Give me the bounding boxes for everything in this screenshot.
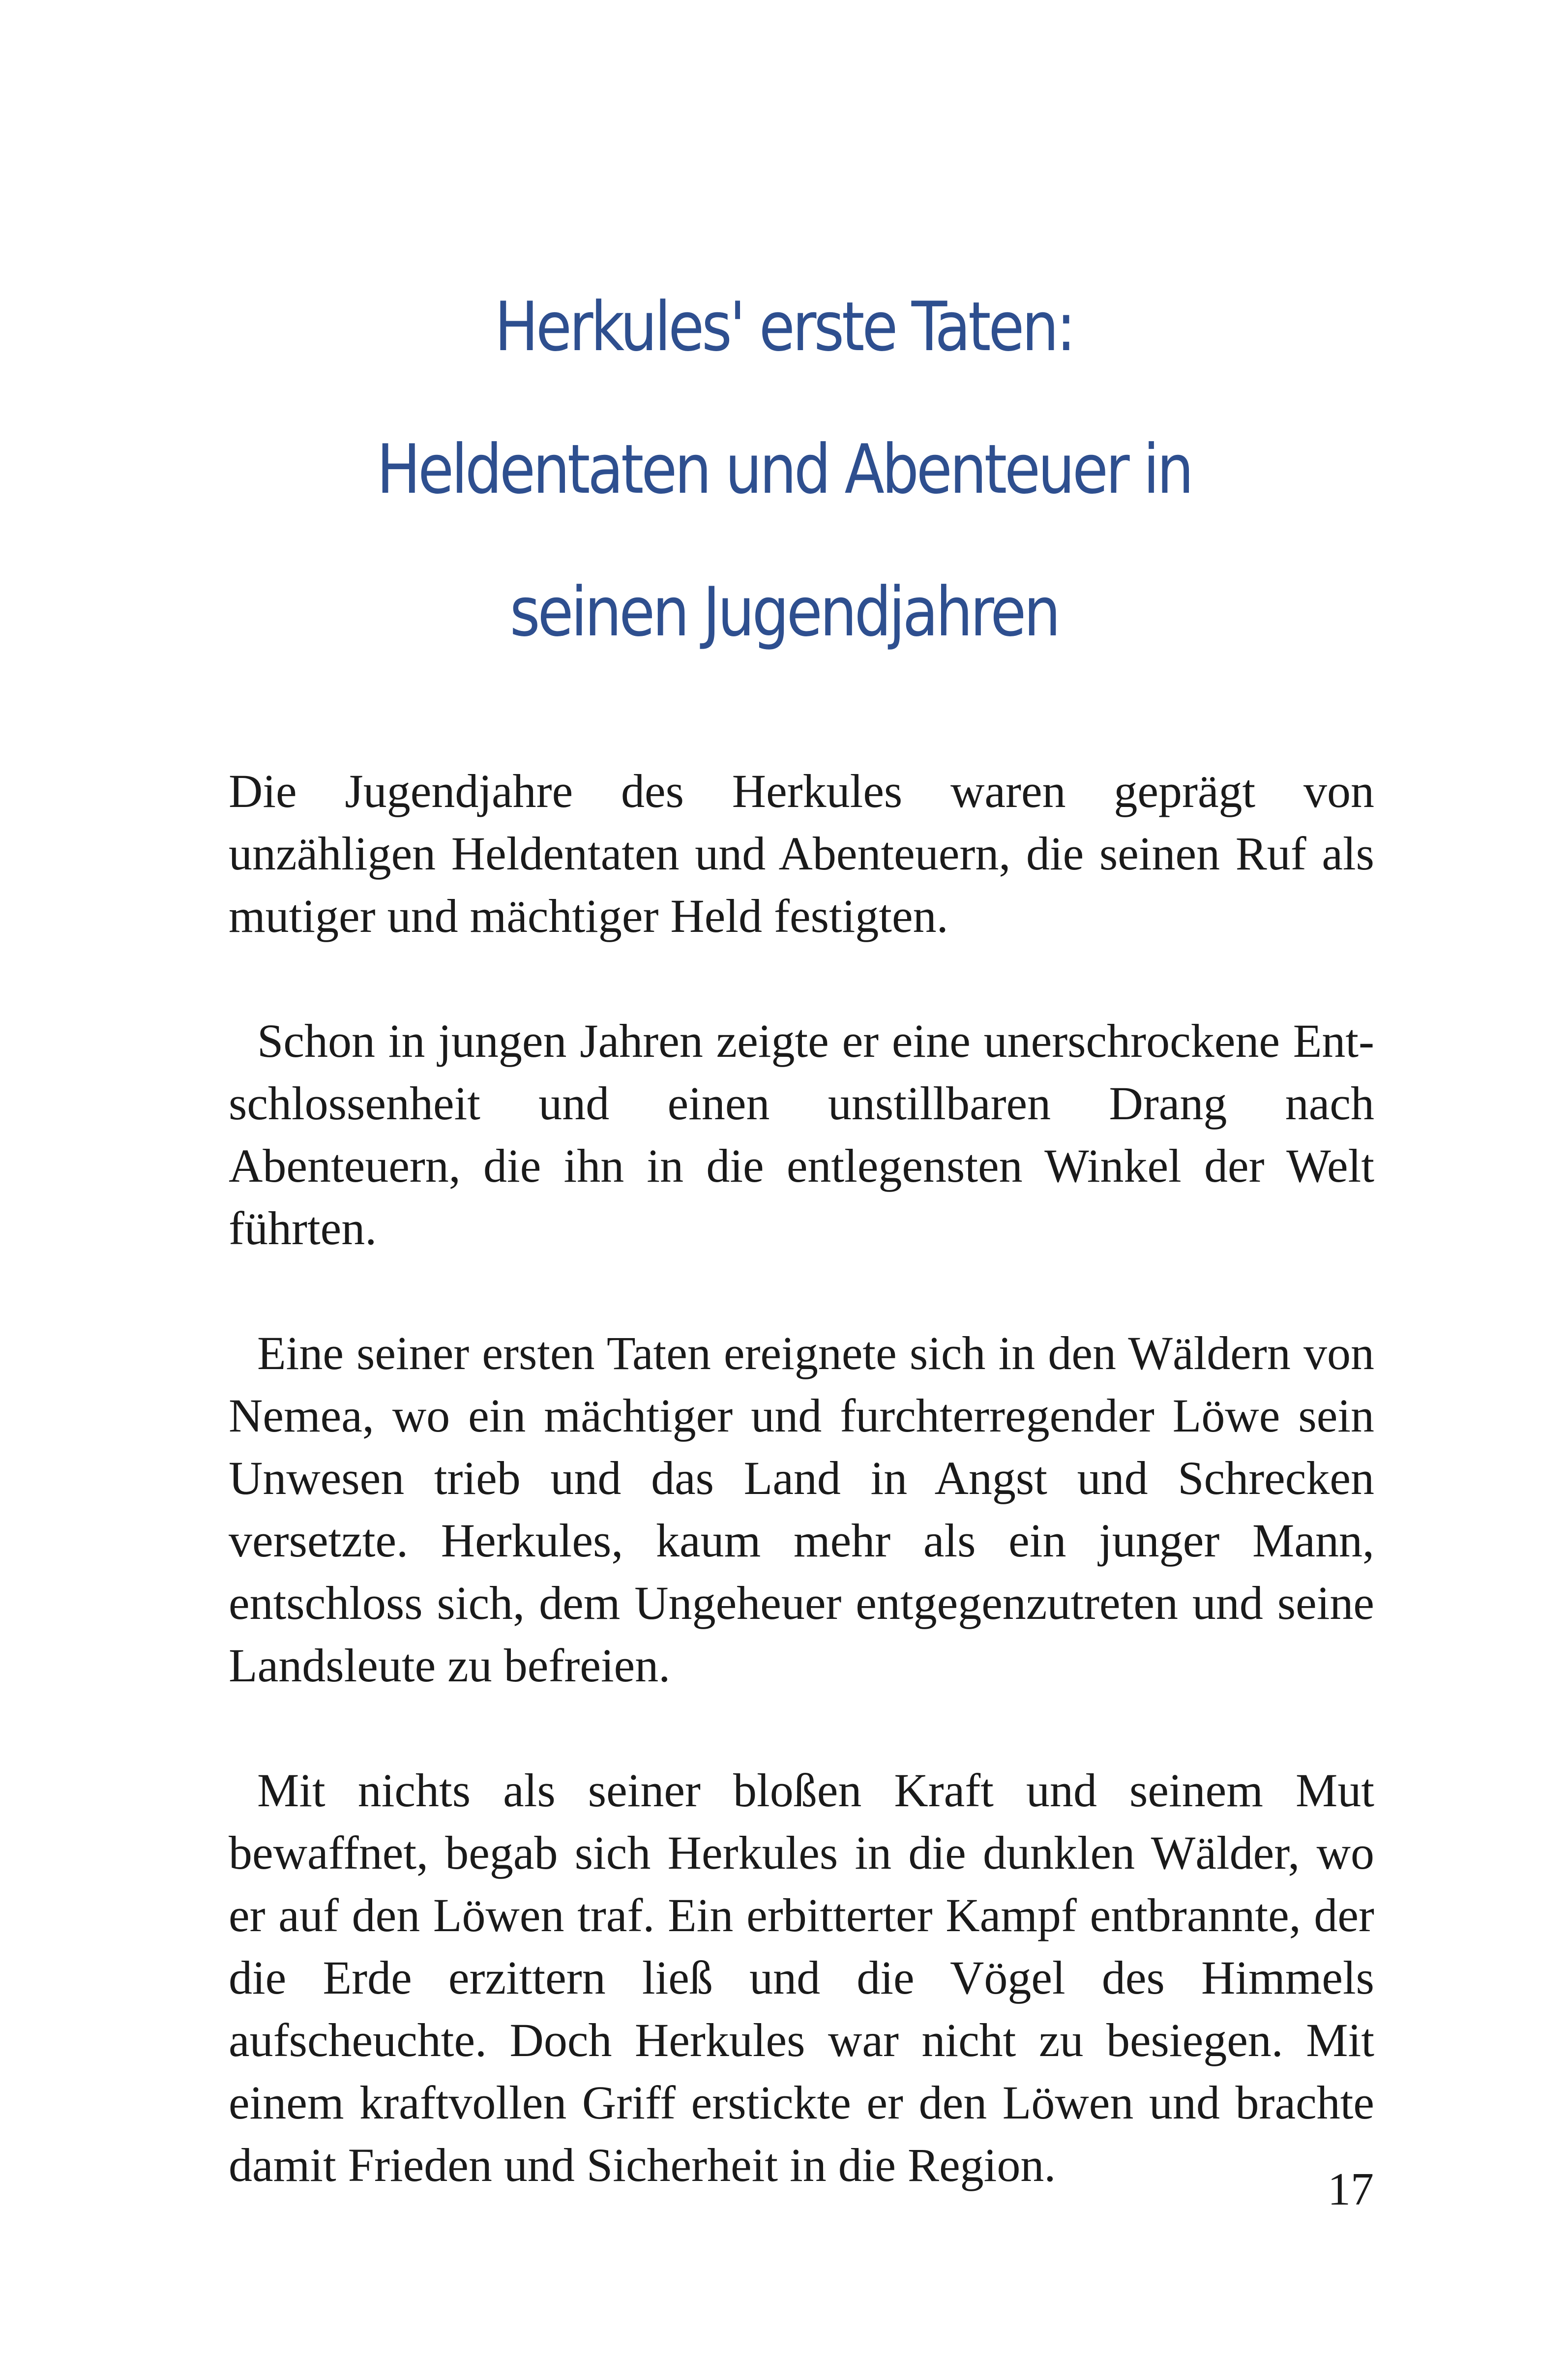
chapter-title xyxy=(110,256,1458,684)
paragraph-3: Eine seiner ersten Taten ereignete sich in den Wäldern von Nemea, wo ein mächtiger und furchterregender Löwe sein Unwesen trieb und das Land in Angst und Schrecken versetzte. Herkules, kaum mehr als ein junger Mann, entschloss sich, dem Ungeheuer entgegenzutreten und seine Landsleute zu befreien. xyxy=(229,1327,1374,1692)
chapter-title-line-1: Herkules' erste Taten: xyxy=(494,287,1074,366)
paragraph-1: Die Jugendjahre des Herkules waren geprägt von unzähligen Heldentaten und Abenteuern, die seinen Ruf als mutiger und mächtiger Held festigten. xyxy=(229,765,1374,942)
chapter-title-line-3: seinen Jugendjahren xyxy=(509,572,1059,652)
paragraph-2: Schon in jungen Jahren zeigte er eine unerschrockene Entschlossenheit und einen unstillbaren Drang nach Abenteuern, die ihn in die entlegensten Winkel der Welt führten. xyxy=(229,1015,1374,1254)
paragraph-4: Mit nichts als seiner bloßen Kraft und seinem Mut bewaffnet, begab sich Herkules in die dunklen Wälder, wo er auf den Löwen traf. Ein erbitterter Kampf entbrannte, der die Erde erzittern ließ und die Vögel des Himmels aufscheuchte. Doch Herkules war nicht zu besiegen. Mit einem kraftvollen Griff erstickte er den Löwen und brachte damit Frieden und Sicherheit in die Region. xyxy=(229,1764,1374,2191)
chapter-title-line-2: Heldentaten und Abenteuer in xyxy=(377,430,1191,509)
page-number: 17 xyxy=(1328,2164,1374,2215)
body-text xyxy=(229,760,1374,2259)
